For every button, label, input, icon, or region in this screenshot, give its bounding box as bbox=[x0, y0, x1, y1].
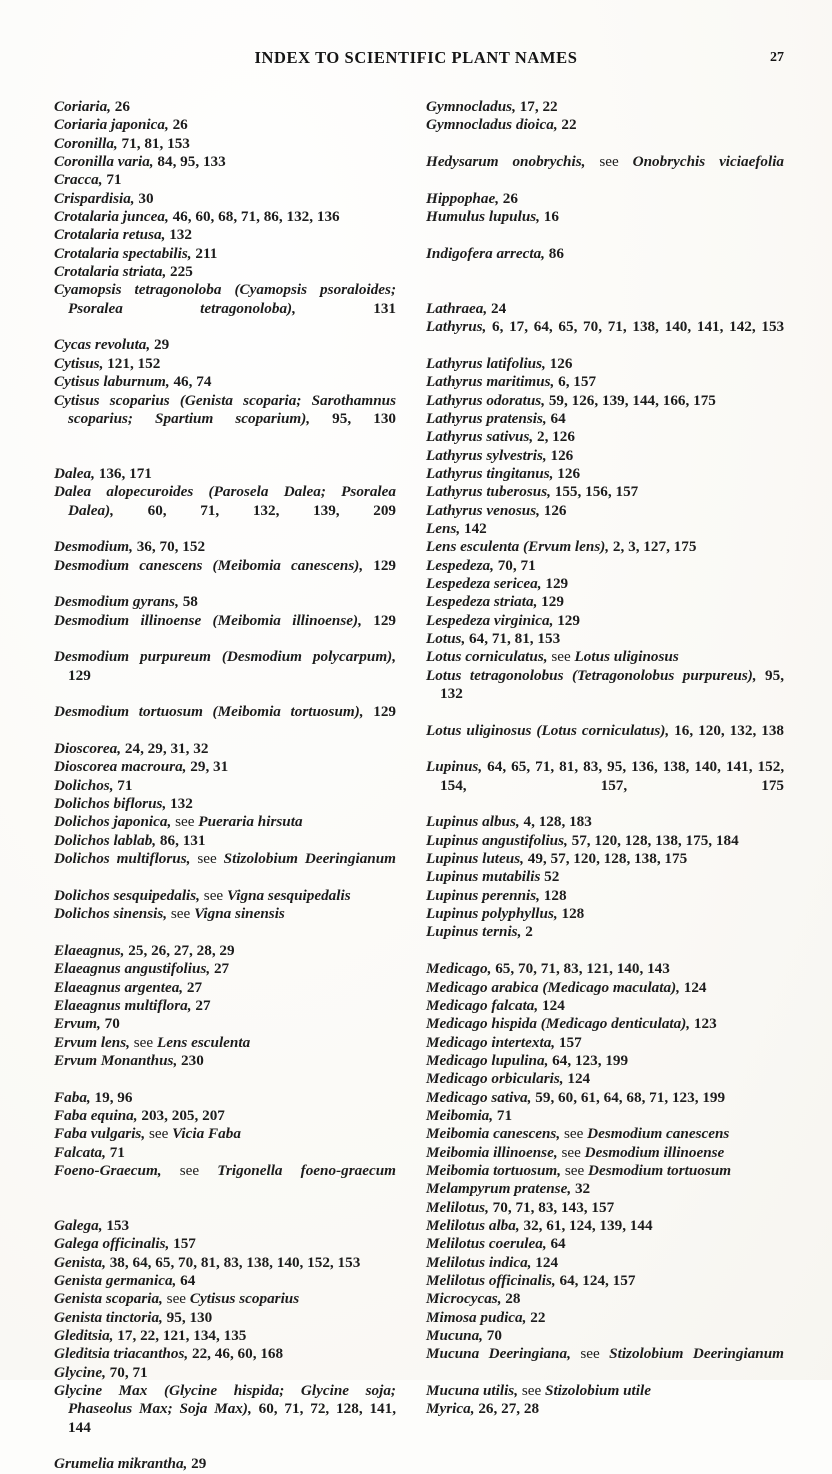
index-entry: Genista tinctoria, 95, 130 bbox=[54, 1308, 213, 1326]
index-entry: Ervum lens, see Lens esculenta bbox=[54, 1033, 251, 1051]
index-entry: Genista germanica, 64 bbox=[54, 1272, 196, 1289]
index-entry: Elaeagnus, 25, 26, 27, 28, 29 bbox=[54, 941, 235, 959]
index-entry: Microcycas, 28 bbox=[426, 1290, 521, 1308]
index-entry: Lathyrus latifolius, 126 bbox=[426, 354, 573, 372]
index-entry: Desmodium purpureum (Desmodium polycarpum), 129 bbox=[54, 648, 396, 684]
index-entry: Lotus, 64, 71, 81, 153 bbox=[426, 629, 561, 647]
index-entry: Lupinus mutabilis 52 bbox=[426, 868, 560, 886]
index-entry: Medicago hispida (Medicago denticulata), 123 bbox=[426, 1015, 717, 1033]
index-entry: Melilotus indica, 124 bbox=[426, 1253, 559, 1271]
index-entry: Lupinus ternis, 2 bbox=[426, 923, 533, 941]
index-entry: Crotalaria striata, 225 bbox=[54, 263, 193, 281]
index-entry: Lupinus, 64, 65, 71, 81, 83, 95, 136, 138, 140, 141, 152, 154, 157, 175 bbox=[426, 758, 785, 794]
index-entry: Indigofera arrecta, 86 bbox=[426, 244, 564, 262]
index-entry: Dioscorea macroura, 29, 31 bbox=[54, 758, 229, 776]
index-entry: Dolichos multiflorus, see Stizolobium Deeringianum bbox=[54, 850, 396, 868]
index-entry: Genista, 38, 64, 65, 70, 81, 83, 138, 140, 152, 153 bbox=[54, 1253, 361, 1271]
index-entry: Myrica, 26, 27, 28 bbox=[426, 1400, 540, 1418]
index-entry: Lespedeza sericea, 129 bbox=[426, 574, 569, 592]
index-entry: Ervum Monanthus, 230 bbox=[54, 1051, 204, 1069]
index-entry: Melampyrum pratense, 32 bbox=[426, 1180, 591, 1198]
letter-group-separator bbox=[426, 135, 784, 153]
index-entry: Medicago lupulina, 64, 123, 199 bbox=[426, 1051, 629, 1069]
index-entry: Medicago orbicularis, 124 bbox=[426, 1070, 591, 1088]
index-entry: Faba equina, 203, 205, 207 bbox=[54, 1106, 225, 1124]
index-entry: Coriaria, 26 bbox=[54, 98, 130, 115]
index-entry: Hedysarum onobrychis, see Onobrychis viciaefolia bbox=[426, 153, 785, 171]
index-entry: Glycine, 70, 71 bbox=[54, 1363, 148, 1381]
index-entry: Medicago sativa, 59, 60, 61, 64, 68, 71, 123, 199 bbox=[426, 1088, 726, 1106]
letter-group-separator bbox=[426, 263, 784, 300]
index-entry: Ervum, 70 bbox=[54, 1015, 120, 1033]
index-entry: Lespedeza striata, 129 bbox=[426, 593, 564, 611]
index-entry: Melilotus, 70, 71, 83, 143, 157 bbox=[426, 1198, 615, 1216]
index-entry: Dolichos sinensis, see Vigna sinensis bbox=[54, 905, 285, 923]
index-entry: Medicago falcata, 124 bbox=[426, 996, 565, 1014]
index-entry: Grumelia mikrantha, 29 bbox=[54, 1455, 207, 1473]
index-entry: Medicago arabica (Medicago maculata), 124 bbox=[426, 978, 707, 996]
index-entry: Dolichos, 71 bbox=[54, 776, 133, 794]
index-entry: Lespedeza virginica, 129 bbox=[426, 611, 580, 629]
index-entry: Lathyrus sylvestris, 126 bbox=[426, 446, 574, 464]
index-entry: Crotalaria spectabilis, 211 bbox=[54, 244, 218, 262]
index-entry: Foeno-Graecum, see Trigonella foeno-graecum bbox=[54, 1161, 396, 1179]
index-entry: Lotus uliginosus (Lotus corniculatus), 16, 120, 132, 138 bbox=[426, 721, 784, 739]
index-entry: Meibomia illinoense, see Desmodium illinoense bbox=[426, 1143, 725, 1161]
index-entry: Coronilla, 71, 81, 153 bbox=[54, 134, 190, 152]
index-entry: Galega, 153 bbox=[54, 1216, 130, 1234]
index-entry: Dolichos sesquipedalis, see Vigna sesquipedalis bbox=[54, 886, 351, 904]
index-entry: Dalea, 136, 171 bbox=[54, 464, 152, 482]
index-column-right bbox=[426, 98, 784, 1419]
index-entry: Cracca, 71 bbox=[54, 171, 122, 189]
index-entry: Lathyrus tuberosus, 155, 156, 157 bbox=[426, 483, 639, 501]
index-entry: Lupinus polyphyllus, 128 bbox=[426, 905, 585, 923]
index-entry: Melilotus coerulea, 64 bbox=[426, 1235, 566, 1253]
index-entry: Cytisus, 121, 152 bbox=[54, 354, 161, 372]
index-entry: Cytisus scoparius (Genista scoparia; Sarothamnus scoparius; Spartium scoparium), 95, 130 bbox=[54, 391, 397, 427]
index-entry: Desmodium gyrans, 58 bbox=[54, 593, 198, 611]
index-entry: Medicago intertexta, 157 bbox=[426, 1033, 582, 1051]
index-entry: Desmodium illinoense (Meibomia illinoense), 129 bbox=[54, 611, 396, 629]
index-entry: Lathyrus, 6, 17, 64, 65, 70, 71, 138, 140, 141, 142, 153 bbox=[426, 318, 785, 336]
index-entry: Elaeagnus argentea, 27 bbox=[54, 978, 203, 996]
index-entry: Faba, 19, 96 bbox=[54, 1088, 133, 1106]
index-entry: Gleditsia triacanthos, 22, 46, 60, 168 bbox=[54, 1345, 284, 1363]
index-entry: Dolichos biflorus, 132 bbox=[54, 795, 193, 813]
index-entry: Mucuna utilis, see Stizolobium utile bbox=[426, 1382, 651, 1400]
index-entry: Lupinus angustifolius, 57, 120, 128, 138, 175, 184 bbox=[426, 831, 739, 849]
page-number: 27 bbox=[770, 50, 784, 65]
index-entry: Lotus tetragonolobus (Tetragonolobus purpureus), 95, 132 bbox=[426, 666, 784, 702]
index-columns bbox=[0, 98, 832, 1473]
letter-group-separator bbox=[54, 447, 396, 465]
index-entry: Meibomia tortuosum, see Desmodium tortuosum bbox=[426, 1161, 732, 1179]
index-entry: Lathraea, 24 bbox=[426, 299, 507, 317]
index-entry: Crotalaria juncea, 46, 60, 68, 71, 86, 132, 136 bbox=[54, 208, 340, 226]
index-entry: Elaeagnus angustifolius, 27 bbox=[54, 960, 230, 978]
index-entry: Melilotus officinalis, 64, 124, 157 bbox=[426, 1272, 636, 1289]
index-entry: Glycine Max (Glycine hispida; Glycine soja; Phaseolus Max; Soja Max), 60, 71, 72, 128, 141, 144 bbox=[54, 1382, 397, 1436]
index-entry: Meibomia canescens, see Desmodium canescens bbox=[426, 1125, 730, 1143]
index-entry: Dalea alopecuroides (Parosela Dalea; Psoralea Dalea), 60, 71, 132, 139, 209 bbox=[54, 483, 396, 519]
index-entry: Desmodium canescens (Meibomia canescens), 129 bbox=[54, 556, 396, 574]
index-entry: Elaeagnus multiflora, 27 bbox=[54, 996, 211, 1014]
index-entry: Dolichos japonica, see Pueraria hirsuta bbox=[54, 813, 303, 831]
index-entry: Lathyrus pratensis, 64 bbox=[426, 409, 566, 427]
letter-group-separator bbox=[54, 1199, 396, 1217]
page-header bbox=[0, 48, 832, 74]
index-entry: Desmodium tortuosum (Meibomia tortuosum), 129 bbox=[54, 703, 396, 721]
index-entry: Humulus lupulus, 16 bbox=[426, 208, 559, 226]
index-entry: Cycas revoluta, 29 bbox=[54, 336, 170, 354]
index-entry: Mucuna, 70 bbox=[426, 1327, 502, 1345]
letter-group-separator bbox=[426, 942, 784, 960]
index-entry: Coronilla varia, 84, 95, 133 bbox=[54, 153, 226, 171]
index-entry: Lathyrus tingitanus, 126 bbox=[426, 464, 581, 482]
index-entry: Lupinus perennis, 128 bbox=[426, 886, 567, 904]
index-entry: Lupinus albus, 4, 128, 183 bbox=[426, 813, 592, 831]
index-entry: Lens, 142 bbox=[426, 519, 487, 537]
letter-group-separator bbox=[426, 226, 784, 244]
index-entry: Genista scoparia, see Cytisus scoparius bbox=[54, 1290, 300, 1308]
index-entry: Lathyrus sativus, 2, 126 bbox=[426, 428, 575, 446]
index-entry: Crotalaria retusa, 132 bbox=[54, 226, 192, 244]
index-entry: Lespedeza, 70, 71 bbox=[426, 556, 536, 574]
index-entry: Mimosa pudica, 22 bbox=[426, 1308, 546, 1326]
index-entry: Cytisus laburnum, 46, 74 bbox=[54, 373, 212, 391]
index-entry: Melilotus alba, 32, 61, 124, 139, 144 bbox=[426, 1216, 653, 1234]
index-entry: Gymnocladus, 17, 22 bbox=[426, 98, 558, 115]
index-entry: Hippophae, 26 bbox=[426, 189, 518, 207]
index-entry: Dioscorea, 24, 29, 31, 32 bbox=[54, 740, 209, 758]
index-entry: Coriaria japonica, 26 bbox=[54, 116, 188, 134]
index-entry: Dolichos lablab, 86, 131 bbox=[54, 831, 206, 849]
index-entry: Lathyrus odoratus, 59, 126, 139, 144, 166, 175 bbox=[426, 391, 716, 409]
index-entry: Galega officinalis, 157 bbox=[54, 1235, 196, 1253]
index-entry: Desmodium, 36, 70, 152 bbox=[54, 538, 206, 556]
index-entry: Lotus corniculatus, see Lotus uliginosus bbox=[426, 648, 679, 666]
index-entry: Mucuna Deeringiana, see Stizolobium Deeringianum bbox=[426, 1345, 784, 1363]
index-entry: Cyamopsis tetragonoloba (Cyamopsis psoraloides; Psoralea tetragonoloba), 131 bbox=[54, 281, 396, 317]
index-entry: Lupinus luteus, 49, 57, 120, 128, 138, 175 bbox=[426, 850, 688, 868]
page-title: INDEX TO SCIENTIFIC PLANT NAMES bbox=[254, 48, 578, 67]
letter-group-separator bbox=[54, 923, 396, 941]
index-entry: Meibomia, 71 bbox=[426, 1106, 513, 1124]
index-entry: Crispardisia, 30 bbox=[54, 189, 154, 207]
index-entry: Gymnocladus dioica, 22 bbox=[426, 116, 577, 134]
index-entry: Medicago, 65, 70, 71, 83, 121, 140, 143 bbox=[426, 960, 670, 978]
index-entry: Falcata, 71 bbox=[54, 1143, 125, 1161]
index-entry: Lens esculenta (Ervum lens), 2, 3, 127, 175 bbox=[426, 538, 697, 556]
index-entry: Faba vulgaris, see Vicia Faba bbox=[54, 1125, 241, 1143]
index-entry: Gleditsia, 17, 22, 121, 134, 135 bbox=[54, 1327, 247, 1345]
index-column-left bbox=[54, 98, 396, 1474]
letter-group-separator bbox=[54, 1070, 396, 1088]
index-entry: Lathyrus maritimus, 6, 157 bbox=[426, 373, 597, 391]
index-entry: Lathyrus venosus, 126 bbox=[426, 501, 567, 519]
